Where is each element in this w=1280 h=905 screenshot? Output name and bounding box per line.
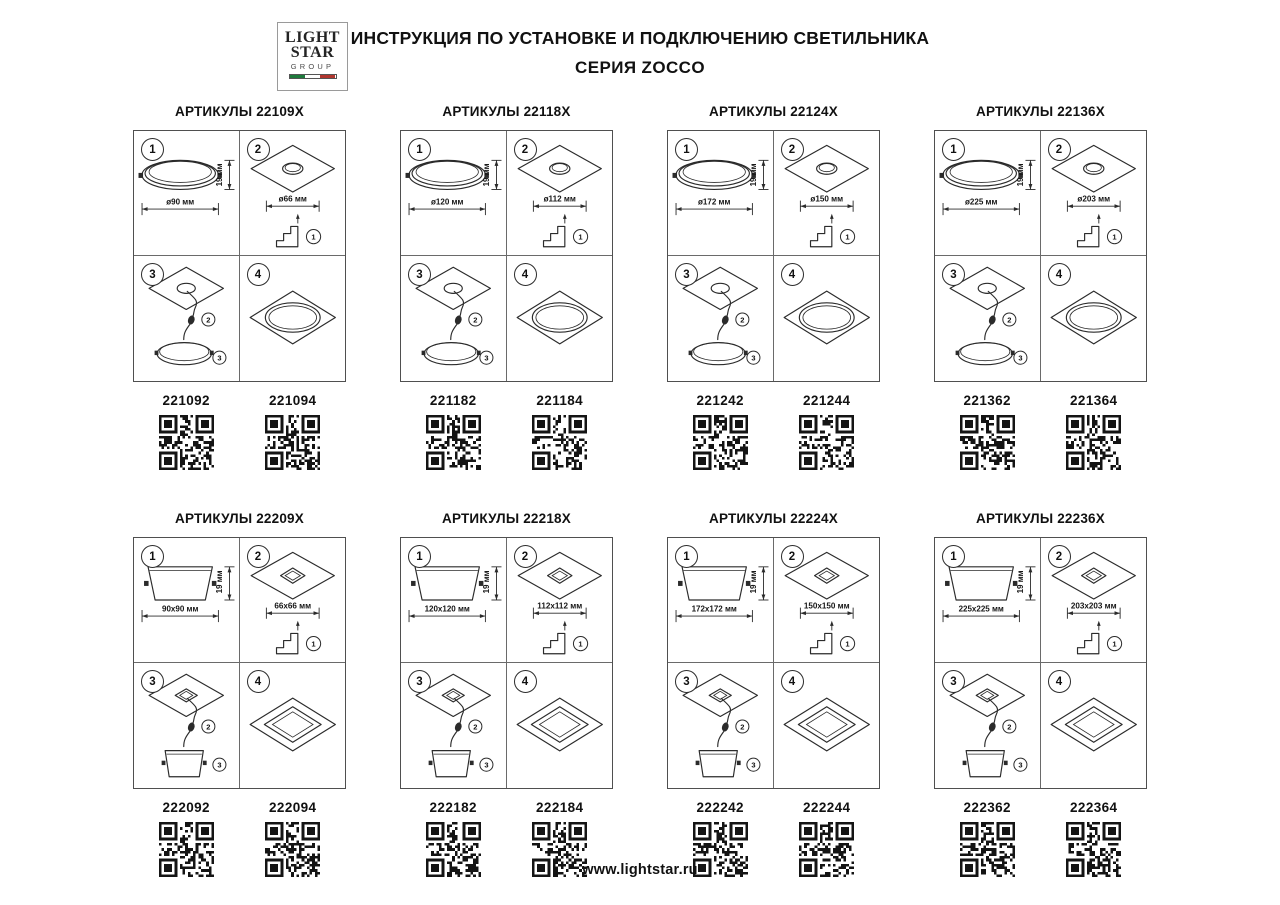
round-cutout-hole: [1083, 163, 1103, 174]
logo-text-star: STAR: [290, 44, 335, 61]
step-4-cell: [774, 663, 880, 788]
qr-code: [426, 415, 481, 470]
qr-code: [960, 415, 1015, 470]
product-panel: [934, 511, 1147, 882]
step-4-badge: 4: [781, 670, 804, 693]
fixture-ref-number: 3: [484, 353, 489, 363]
article-code: 222092: [162, 800, 210, 815]
italian-flag-icon: [289, 74, 337, 79]
article-item: [1041, 393, 1148, 475]
step-3-badge: 3: [675, 670, 698, 693]
installed-round-fixture: [532, 303, 587, 332]
article-item: [934, 393, 1041, 475]
step-3-badge: 3: [141, 670, 164, 693]
round-cutout-hole: [282, 163, 302, 174]
square-fixture: [429, 751, 474, 777]
article-code: 221242: [696, 393, 744, 408]
square-cutout-hole: [1081, 568, 1105, 583]
fixture-ref-number: 3: [1018, 353, 1023, 363]
step-1-cell: [935, 538, 1041, 663]
article-code: 221184: [536, 393, 584, 408]
step-3-cell: [668, 256, 774, 381]
step-4-cell: [1041, 663, 1147, 788]
tool-ref-number: 1: [310, 639, 316, 649]
height-dimension-label: 19 мм: [214, 163, 224, 187]
qr-code: [799, 415, 854, 470]
step-4-cell: [1041, 256, 1147, 381]
tool-ref-number: 1: [577, 639, 583, 649]
installation-steps-box: [934, 537, 1147, 789]
article-item: [507, 393, 614, 475]
step-2-cell: [774, 131, 880, 256]
product-panel: [667, 511, 880, 882]
page-title-line2: СЕРИЯ ZOCCO: [575, 58, 705, 77]
connector-ref-number: 2: [740, 722, 745, 732]
mounting-bracket-icon: [543, 621, 566, 654]
product-panel: [400, 511, 613, 882]
article-code: 222182: [429, 800, 477, 815]
width-dimension-label: 172x172 мм: [691, 604, 737, 614]
step-3-badge: 3: [942, 263, 965, 286]
step-3-badge: 3: [408, 670, 431, 693]
installation-steps-box: [400, 130, 613, 382]
hole-dimension-label: 150x150 мм: [803, 601, 850, 611]
mounting-bracket-icon: [810, 621, 833, 654]
width-dimension-label: ø172 мм: [698, 197, 731, 207]
step-3-cell: [134, 256, 240, 381]
round-cutout-hole: [816, 163, 836, 174]
width-dimension-label: ø90 мм: [166, 197, 195, 207]
article-code: 221244: [803, 393, 851, 408]
step-4-badge: 4: [514, 670, 537, 693]
page-title: [0, 22, 1280, 78]
product-panel: [400, 104, 613, 475]
lightstar-logo: [277, 22, 348, 91]
step-3-cell: [935, 663, 1041, 788]
round-cutout-hole: [444, 283, 462, 293]
square-cutout-hole: [976, 689, 998, 702]
height-dimension-label: 19 мм: [1015, 163, 1025, 187]
step-2-badge: 2: [781, 138, 804, 161]
height-dimension-label: 19 мм: [481, 570, 491, 594]
article-code: 221182: [429, 393, 477, 408]
hole-dimension-label: 112x112 мм: [536, 601, 582, 611]
hole-dimension-label: ø66 мм: [278, 194, 307, 204]
tool-ref-number: 1: [1111, 639, 1117, 649]
square-cutout-hole: [709, 689, 731, 702]
step-2-cell: [507, 131, 613, 256]
step-4-cell: [240, 663, 346, 788]
panel-title: АРТИКУЛЫ 22236X: [976, 511, 1105, 526]
step-4-badge: 4: [247, 670, 270, 693]
article-item: [400, 393, 507, 475]
step-1-cell: [134, 131, 240, 256]
width-dimension-label: 90x90 мм: [162, 604, 199, 614]
installation-steps-box: [667, 537, 880, 789]
article-item: [774, 393, 881, 475]
step-2-cell: [1041, 538, 1147, 663]
article-code: 221362: [963, 393, 1011, 408]
hole-dimension-label: 203x203 мм: [1070, 601, 1117, 611]
width-dimension-label: ø225 мм: [965, 197, 998, 207]
fixture-ref-number: 3: [484, 760, 489, 770]
article-code: 222184: [536, 800, 584, 815]
step-3-badge: 3: [942, 670, 965, 693]
article-list: [667, 393, 880, 475]
step-1-badge: 1: [942, 545, 965, 568]
article-list: [934, 393, 1147, 475]
connector-ref-number: 2: [206, 315, 211, 325]
step-2-cell: [1041, 131, 1147, 256]
round-fixture: [155, 343, 214, 365]
article-code: 221364: [1070, 393, 1118, 408]
round-cutout-hole: [978, 283, 996, 293]
step-1-badge: 1: [408, 138, 431, 161]
product-panel: [133, 104, 346, 475]
step-2-badge: 2: [247, 545, 270, 568]
qr-code: [1066, 415, 1121, 470]
round-fixture: [689, 343, 748, 365]
article-code: 222242: [696, 800, 744, 815]
article-list: [400, 393, 613, 475]
step-1-badge: 1: [141, 545, 164, 568]
fixture-ref-number: 3: [217, 760, 222, 770]
step-1-cell: [401, 538, 507, 663]
square-cutout-hole: [175, 689, 197, 702]
panel-title: АРТИКУЛЫ 22118X: [442, 104, 571, 119]
square-cutout-hole: [547, 568, 571, 583]
panel-title: АРТИКУЛЫ 22136X: [976, 104, 1105, 119]
step-4-badge: 4: [1048, 263, 1071, 286]
product-panel: [133, 511, 346, 882]
connector-ref-number: 2: [473, 315, 478, 325]
step-4-badge: 4: [514, 263, 537, 286]
qr-code: [693, 415, 748, 470]
connector-ref-number: 2: [473, 722, 478, 732]
step-1-badge: 1: [675, 138, 698, 161]
step-1-cell: [401, 131, 507, 256]
mounting-bracket-icon: [810, 214, 833, 247]
step-3-badge: 3: [141, 263, 164, 286]
step-4-badge: 4: [781, 263, 804, 286]
connector-ref-number: 2: [740, 315, 745, 325]
connector-ref-number: 2: [206, 722, 211, 732]
article-code: 222094: [269, 800, 317, 815]
fixture-ref-number: 3: [751, 353, 756, 363]
tool-ref-number: 1: [844, 639, 850, 649]
step-2-cell: [240, 131, 346, 256]
mounting-bracket-icon: [276, 621, 299, 654]
step-1-cell: [668, 131, 774, 256]
hole-dimension-label: ø150 мм: [809, 194, 843, 204]
panels-row-round: [0, 104, 1280, 475]
article-code: 222244: [803, 800, 851, 815]
tool-ref-number: 1: [310, 232, 316, 242]
square-cutout-hole: [280, 568, 304, 583]
width-dimension-label: 120x120 мм: [424, 604, 470, 614]
height-dimension-label: 19 мм: [748, 163, 758, 187]
step-4-badge: 4: [1048, 670, 1071, 693]
installation-steps-box: [667, 130, 880, 382]
step-3-badge: 3: [408, 263, 431, 286]
qr-code: [159, 415, 214, 470]
round-fixture: [956, 343, 1015, 365]
step-1-badge: 1: [141, 138, 164, 161]
qr-code: [532, 415, 587, 470]
installed-square-fixture: [264, 707, 321, 743]
step-1-cell: [134, 538, 240, 663]
panel-title: АРТИКУЛЫ 22124X: [709, 104, 838, 119]
mounting-bracket-icon: [276, 214, 299, 247]
installed-round-fixture: [799, 303, 854, 332]
article-item: [667, 393, 774, 475]
step-1-badge: 1: [675, 545, 698, 568]
width-dimension-label: ø120 мм: [431, 197, 464, 207]
logo-text-light: LIGHT: [285, 29, 340, 46]
installation-steps-box: [133, 537, 346, 789]
square-fixture: [963, 751, 1008, 777]
installed-square-fixture: [798, 707, 855, 743]
installed-square-fixture: [1065, 707, 1122, 743]
article-item: [240, 393, 347, 475]
step-3-cell: [401, 256, 507, 381]
logo-text-group: GROUP: [290, 62, 335, 71]
square-fixture: [162, 751, 207, 777]
square-fixture: [696, 751, 741, 777]
page-title-line1: ИНСТРУКЦИЯ ПО УСТАНОВКЕ И ПОДКЛЮЧЕНИЮ СВЕТИЛЬНИКА: [350, 28, 930, 48]
height-dimension-label: 19 мм: [1015, 570, 1025, 594]
round-fixture: [422, 343, 481, 365]
height-dimension-label: 19 мм: [748, 570, 758, 594]
step-4-badge: 4: [247, 263, 270, 286]
step-3-cell: [668, 663, 774, 788]
step-3-badge: 3: [675, 263, 698, 286]
square-cutout-hole: [442, 689, 464, 702]
page-header: [0, 0, 1280, 100]
step-1-badge: 1: [942, 138, 965, 161]
installation-steps-box: [934, 130, 1147, 382]
panel-title: АРТИКУЛЫ 22209X: [175, 511, 304, 526]
installation-steps-box: [133, 130, 346, 382]
mounting-bracket-icon: [543, 214, 566, 247]
hole-dimension-label: 66x66 мм: [273, 601, 311, 611]
step-2-cell: [240, 538, 346, 663]
step-2-badge: 2: [514, 545, 537, 568]
fixture-ref-number: 3: [751, 760, 756, 770]
step-2-badge: 2: [781, 545, 804, 568]
connector-ref-number: 2: [1007, 722, 1012, 732]
step-1-badge: 1: [408, 545, 431, 568]
step-1-cell: [935, 131, 1041, 256]
tool-ref-number: 1: [577, 232, 583, 242]
height-dimension-label: 19 мм: [214, 570, 224, 594]
panel-title: АРТИКУЛЫ 22109X: [175, 104, 304, 119]
installation-steps-box: [400, 537, 613, 789]
round-cutout-hole: [711, 283, 729, 293]
mounting-bracket-icon: [1077, 214, 1100, 247]
width-dimension-label: 225x225 мм: [958, 604, 1004, 614]
step-4-cell: [507, 663, 613, 788]
fixture-ref-number: 3: [217, 353, 222, 363]
step-2-badge: 2: [1048, 545, 1071, 568]
panels-row-square: [0, 511, 1280, 882]
article-code: 221094: [269, 393, 317, 408]
article-item: [133, 393, 240, 475]
qr-code: [265, 415, 320, 470]
step-2-badge: 2: [1048, 138, 1071, 161]
fixture-ref-number: 3: [1018, 760, 1023, 770]
round-cutout-hole: [549, 163, 569, 174]
step-3-cell: [935, 256, 1041, 381]
installed-round-fixture: [1066, 303, 1121, 332]
connector-ref-number: 2: [1007, 315, 1012, 325]
mounting-bracket-icon: [1077, 621, 1100, 654]
article-code: 221092: [162, 393, 210, 408]
tool-ref-number: 1: [1111, 232, 1117, 242]
step-1-cell: [668, 538, 774, 663]
step-3-cell: [134, 663, 240, 788]
step-4-cell: [240, 256, 346, 381]
step-4-cell: [774, 256, 880, 381]
panel-title: АРТИКУЛЫ 22218X: [442, 511, 571, 526]
panel-title: АРТИКУЛЫ 22224X: [709, 511, 838, 526]
height-dimension-label: 19 мм: [481, 163, 491, 187]
square-cutout-hole: [814, 568, 838, 583]
hole-dimension-label: ø203 мм: [1076, 194, 1110, 204]
hole-dimension-label: ø112 мм: [543, 194, 576, 204]
step-3-cell: [401, 663, 507, 788]
step-2-badge: 2: [247, 138, 270, 161]
article-code: 222364: [1070, 800, 1118, 815]
step-2-cell: [507, 538, 613, 663]
article-code: 222362: [963, 800, 1011, 815]
article-list: [133, 393, 346, 475]
product-panel: [934, 104, 1147, 475]
product-panel: [667, 104, 880, 475]
tool-ref-number: 1: [844, 232, 850, 242]
step-2-badge: 2: [514, 138, 537, 161]
round-cutout-hole: [177, 283, 195, 293]
step-2-cell: [774, 538, 880, 663]
installed-square-fixture: [531, 707, 588, 743]
website-url: www.lightstar.ru: [582, 862, 698, 878]
installed-round-fixture: [265, 303, 320, 332]
step-4-cell: [507, 256, 613, 381]
